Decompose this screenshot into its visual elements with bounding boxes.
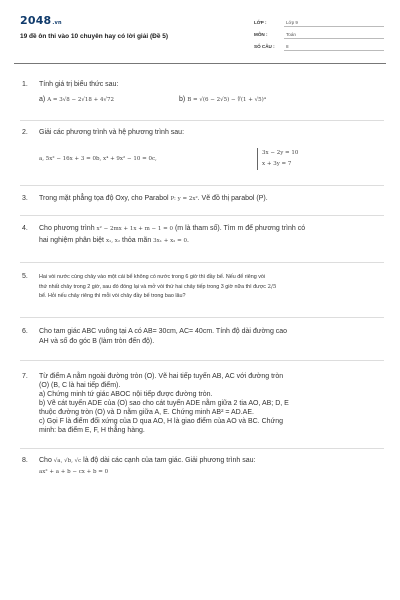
question-4 <box>22 224 382 248</box>
document-header <box>14 12 386 60</box>
question-2 <box>22 128 382 178</box>
question-text: (m là tham số). Tìm m để phương trình có <box>174 225 306 232</box>
question-5 <box>22 273 382 307</box>
divider <box>20 120 384 121</box>
question-1 <box>22 80 382 114</box>
meta-count-key: SỐ CÂU : <box>254 43 275 49</box>
question-number: 4. <box>22 225 28 232</box>
divider <box>20 360 384 361</box>
parabol-expression: P: y = 2x² <box>170 196 198 202</box>
system-line-1: 3x − 2y = 10 <box>262 150 299 156</box>
question-line: thứ nhất chảy trong 2 giờ, sau đó đóng lại và mở vòi thứ hai chảy tiếp trong 3 giờ nữa thì được <box>39 283 266 290</box>
meta-subject-key: MÔN : <box>254 31 268 37</box>
part-a-expression: A = 3√8 − 2√18 + 4√72 <box>47 97 114 103</box>
part-b-label: b) <box>179 96 186 103</box>
question-text: thỏa mãn <box>122 237 152 244</box>
meta-class <box>254 16 384 28</box>
divider <box>20 448 384 449</box>
site-logo: 2048.vn <box>20 14 62 27</box>
divider <box>20 185 384 186</box>
question-text: Giải các phương trình và hệ phương trình sau: <box>39 129 185 136</box>
question-6 <box>22 327 382 351</box>
part-b-expression: B = √(6 − 2√5) − ∜(1 + √5)⁴ <box>187 97 266 103</box>
question-8 <box>22 456 382 480</box>
question-line: c) Gọi F là điểm đối xứng của D qua AO, H là giao điểm của AO và BC. Chứng <box>39 418 283 425</box>
part-a-label: a) <box>39 96 46 103</box>
sides-expression: √a, √b, √c <box>53 458 82 464</box>
equation-expression: x² − 2mx + 1x + m − 1 = 0 <box>96 226 174 232</box>
question-number: 3. <box>22 195 28 202</box>
question-line: minh: ba điểm E, F, H thẳng hàng. <box>39 427 145 434</box>
meta-count <box>254 40 384 52</box>
question-3 <box>22 194 382 206</box>
question-line: b) Vẽ cát tuyến ADE của (O) sao cho cát tuyến ADE nằm giữa 2 tia AO, AB; D, E <box>39 400 289 407</box>
meta-count-value: 8 <box>286 43 289 49</box>
divider <box>20 317 384 318</box>
meta-class-value: Lớp 9 <box>286 19 298 25</box>
system-line-2: x + 3y = 7 <box>262 161 292 167</box>
question-text-end: . Vẽ đồ thị parabol (P). <box>197 195 268 202</box>
question-line: Hai vòi nước cùng chảy vào một cái bể không có nước trong 6 giờ thì đầy bể. Nếu để riêng vòi <box>39 274 266 280</box>
header-divider <box>14 63 386 64</box>
question-number: 8. <box>22 457 28 464</box>
question-line: a) Chứng minh tứ giác ABOC nội tiếp được đường tròn. <box>39 391 213 398</box>
question-text: Cho phương trình <box>39 225 95 232</box>
divider <box>20 215 384 216</box>
question-number: 7. <box>22 373 28 380</box>
fraction-expression: 2/5 <box>267 283 277 290</box>
question-text: Tính giá trị biểu thức sau: <box>39 81 119 88</box>
document-title: 19 đề ôn thi vào 10 chuyên hay có lời giải (Đề 5) <box>20 33 169 40</box>
question-line: thuộc đường tròn (O) và D nằm giữa A, E. Chứng minh AB² = AD.AE. <box>39 409 254 416</box>
question-number: 6. <box>22 328 28 335</box>
question-number: 2. <box>22 129 28 136</box>
meta-subject <box>254 28 384 40</box>
question-line: bể. Hỏi nếu chảy riêng thì mỗi vòi chảy đầy bể trong bao lâu? <box>39 293 186 299</box>
question-number: 5. <box>22 273 28 280</box>
equation-system <box>257 148 298 170</box>
question-line: (O) (B, C là hai tiếp điểm). <box>39 382 121 389</box>
question-line: AH và số đo góc B (làm tròn đến độ). <box>39 338 155 345</box>
question-number: 1. <box>22 81 28 88</box>
equation-expression: ax² + a + b − cx + b = 0 <box>39 469 109 475</box>
meta-panel <box>254 16 384 52</box>
divider <box>20 262 384 263</box>
condition-expression: 3x₁ + x₂ = 0 <box>153 238 187 244</box>
question-text: Trong mặt phẳng tọa độ Oxy, cho Parabol <box>39 195 169 202</box>
question-text: hai nghiệm phân biệt <box>39 237 104 244</box>
roots-expression: x₁, x₂ <box>105 238 121 244</box>
equations-expression: a, 5x² − 16x + 3 = 0b, x⁴ + 9x² − 10 = 0c, <box>39 156 157 162</box>
question-line: Cho tam giác ABC vuông tại A có AB= 30cm, AC= 40cm. Tính độ dài đường cao <box>39 328 288 335</box>
question-text: Cho <box>39 457 52 464</box>
question-text: là độ dài các cạnh của tam giác. Giải phương trình sau: <box>83 457 256 464</box>
question-text-end: . <box>187 237 189 244</box>
meta-subject-value: Toán <box>286 31 296 37</box>
meta-class-key: LỚP : <box>254 19 267 25</box>
question-line: Từ điểm A nằm ngoài đường tròn (O). Vẽ hai tiếp tuyến AB, AC với đường tròn <box>39 373 284 380</box>
question-7 <box>22 372 382 444</box>
